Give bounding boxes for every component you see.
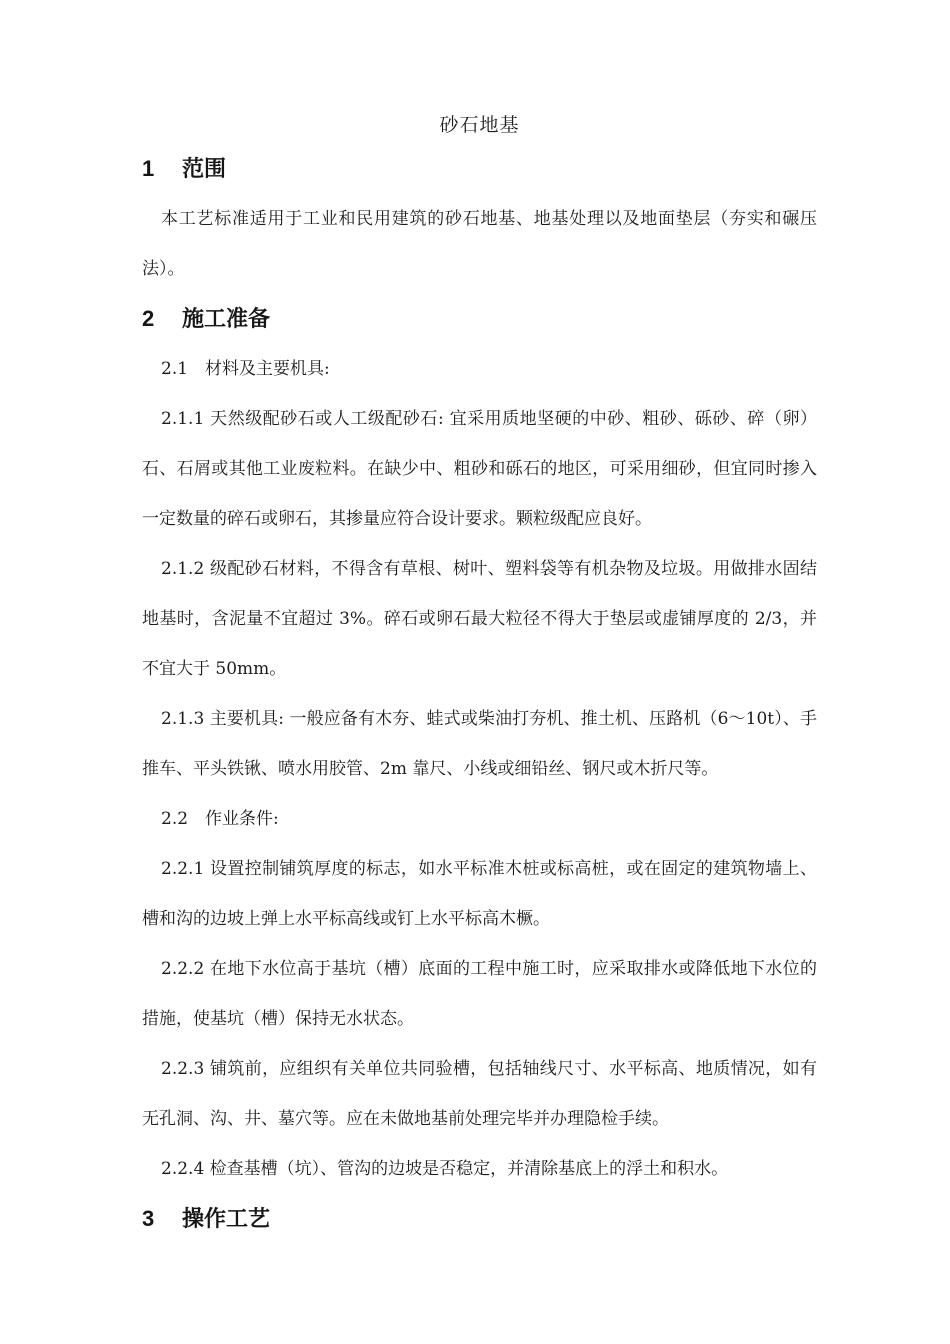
paragraph-2-2-4-slope-check: 2.2.4 检查基槽（坑）、管沟的边坡是否稳定，并清除基底上的浮土和积水。 (161, 1159, 729, 1179)
section-number: 2 (142, 306, 155, 331)
page-title: 砂石地基 (439, 114, 520, 136)
section-heading-scope (142, 144, 817, 194)
paragraph-2-2-3-trench-inspection: 2.2.3 铺筑前，应组织有关单位共同验槽，包括轴线尺寸、水平标高、地质情况，如有无孔洞、沟、井、墓穴等。应在未做地基前处理完毕并办理隐检手续。 (142, 1059, 817, 1129)
paragraph-2-1-1-graded-sand-gravel: 2.1.1 天然级配砂石或人工级配砂石: 宜采用质地坚硬的中砂、粗砂、砾砂、碎（卵）石、石屑或其他工业废粒料。在缺少中、粗砂和砾石的地区，可采用细砂，但宜同时掺入一定数量的碎石或卵石，其掺量应符合设计要求。颗粒级配应良好。 (142, 409, 817, 529)
section-label: 操作工艺 (182, 1206, 271, 1231)
section-heading-preparation (142, 294, 817, 344)
paragraph-scope-intro: 本工艺标准适用于工业和民用建筑的砂石地基、地基处理以及地面垫层（夯实和碾压法）。 (142, 209, 817, 279)
paragraph-2-1-3-main-tools: 2.1.3 主要机具: 一般应备有木夯、蛙式或柴油打夯机、推土机、压路机（6～10t）、手推车、平头铁锹、喷水用胶管、2m 靠尺、小线或细铅丝、钢尺或木折尺等。 (142, 709, 817, 779)
subheading-working-conditions: 2.2 作业条件: (161, 809, 279, 829)
subheading-materials-and-tools: 2.1 材料及主要机具: (161, 359, 330, 379)
section-number: 3 (142, 1206, 155, 1231)
paragraph-2-1-2-material-purity: 2.1.2 级配砂石材料，不得含有草根、树叶、塑料袋等有机杂物及垃圾。用做排水固结地基时，含泥量不宜超过 3%。碎石或卵石最大粒径不得大于垫层或虚铺厚度的 2/3，并不宜大于 50mm。 (142, 559, 817, 679)
paragraph-2-2-2-groundwater: 2.2.2 在地下水位高于基坑（槽）底面的工程中施工时，应采取排水或降低地下水位的措施，使基坑（槽）保持无水状态。 (142, 959, 817, 1029)
section-heading-operation (142, 1194, 817, 1244)
section-number: 1 (142, 156, 155, 181)
section-label: 范围 (182, 156, 227, 181)
paragraph-2-2-1-thickness-marks: 2.2.1 设置控制铺筑厚度的标志，如水平标准木桩或标高桩，或在固定的建筑物墙上、槽和沟的边坡上弹上水平标高线或钉上水平标高木橛。 (142, 859, 817, 929)
section-label: 施工准备 (182, 306, 271, 331)
